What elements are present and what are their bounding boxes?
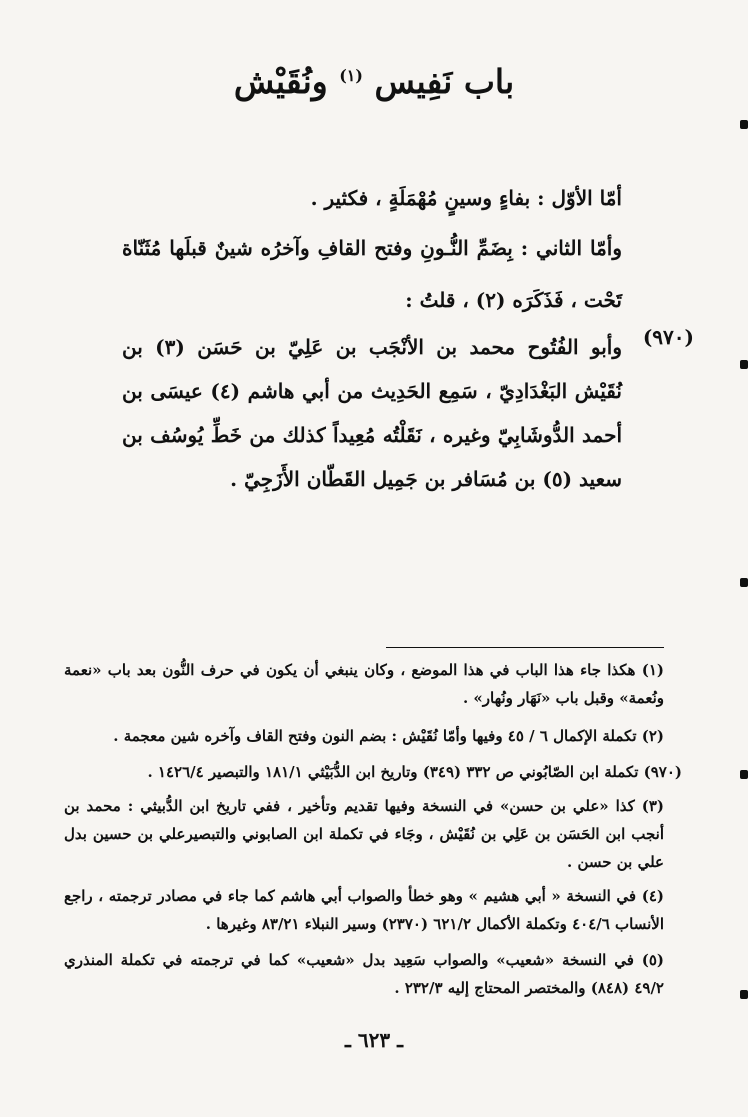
section-heading	[0, 62, 748, 101]
entry-number: (٩٧٠)	[642, 325, 694, 349]
footnote-1: (١) هكذا جاء هذا الباب في هذا الموضع ، وكان ينبغي أن يكون في حرف النُّون بعد باب «نعمة ونُعمة» وقبل باب «نَهَار ونُهار» .	[64, 661, 664, 707]
footnote-970: (٩٧٠) تكملة ابن الصّابُوني ص ٣٣٢ (٣٤٩) وتاريخ ابن الدُّبَيْثي ١٨١/١ والتبصير ١٤٢٦/٤ .	[147, 763, 682, 781]
heading-part-one: باب نَفِيس	[374, 62, 515, 101]
biography-entry: وأبو الفُتُوح محمد بن الأنْجَب بن عَلِيّ بن حَسَن (٣) بن نُقَيْش البَغْدَادِيّ ، سَمِع الحَدِيث من أبي هاشم (٤) عيسَى بن أحمد الدُّوشَابِيّ وغيره ، نَقَلْتُه مُعِيداً كذلك من خَطِّ يُوسُف بن سعيد (٥) بن مُسَافر بن جَمِيل القَطّان الأَزَجِيّ .	[122, 335, 623, 491]
footnote-5: (٥) في النسخة «شعيب» والصواب سَعِيد بدل «شعيب» كما في ترجمته في تكملة المنذري ٤٩/٢ (٨٤٨) والمختصر المحتاج إليه ٢٣٢/٣ .	[64, 951, 664, 997]
margin-mark	[740, 360, 748, 369]
margin-mark	[740, 120, 748, 129]
heading-footnote-ref: (١)	[339, 66, 363, 85]
paragraph-first: أمّا الأوّل : بفاءٍ وسينٍ مُهْمَلَةٍ ، فكثير .	[310, 186, 622, 210]
paragraph-second: وأمّا الثاني : بِضَمِّ النُّـونِ وفتح القافِ وآخرُه شينٌ قبلَها مُثَنّاة تَحْت ، فَذَكَرَه (٢) ، قلتُ :	[122, 236, 622, 312]
page-number: ـ ٦٢٣ ـ	[345, 1028, 403, 1052]
margin-mark	[740, 770, 748, 779]
footnote-4: (٤) في النسخة « أبي هشيم » وهو خطأ والصواب أبي هاشم كما جاء في مصادر ترجمته ، راجع الأنساب ٤٠٤/٦ وتكملة الأكمال ٦٢١/٢ (٢٣٧٠) وسير النبلاء ٨٣/٢١ وغيرها .	[64, 887, 664, 933]
heading-part-two: ونُقَيْش	[233, 62, 328, 101]
margin-mark	[740, 578, 748, 587]
footnote-3: (٣) كذا «علي بن حسن» في النسخة وفيها تقديم وتأخير ، ففي تاريخ ابن الدُّبيثي : محمد بن أنجب ابن الحَسَن بن عَلِي بن نُقَيْش ، وجَاء في تكملة ابن الصابوني والتبصيرعلي بن حسين بدل علي بن حسن .	[64, 797, 664, 871]
margin-mark	[740, 990, 748, 999]
footnote-2: (٢) تكملة الإكمال ٦ / ٤٥ وفيها وأمّا نُقَيْش : بضم النون وفتح القاف وآخره شين معجمة .	[113, 727, 664, 745]
footnote-divider	[386, 647, 664, 648]
